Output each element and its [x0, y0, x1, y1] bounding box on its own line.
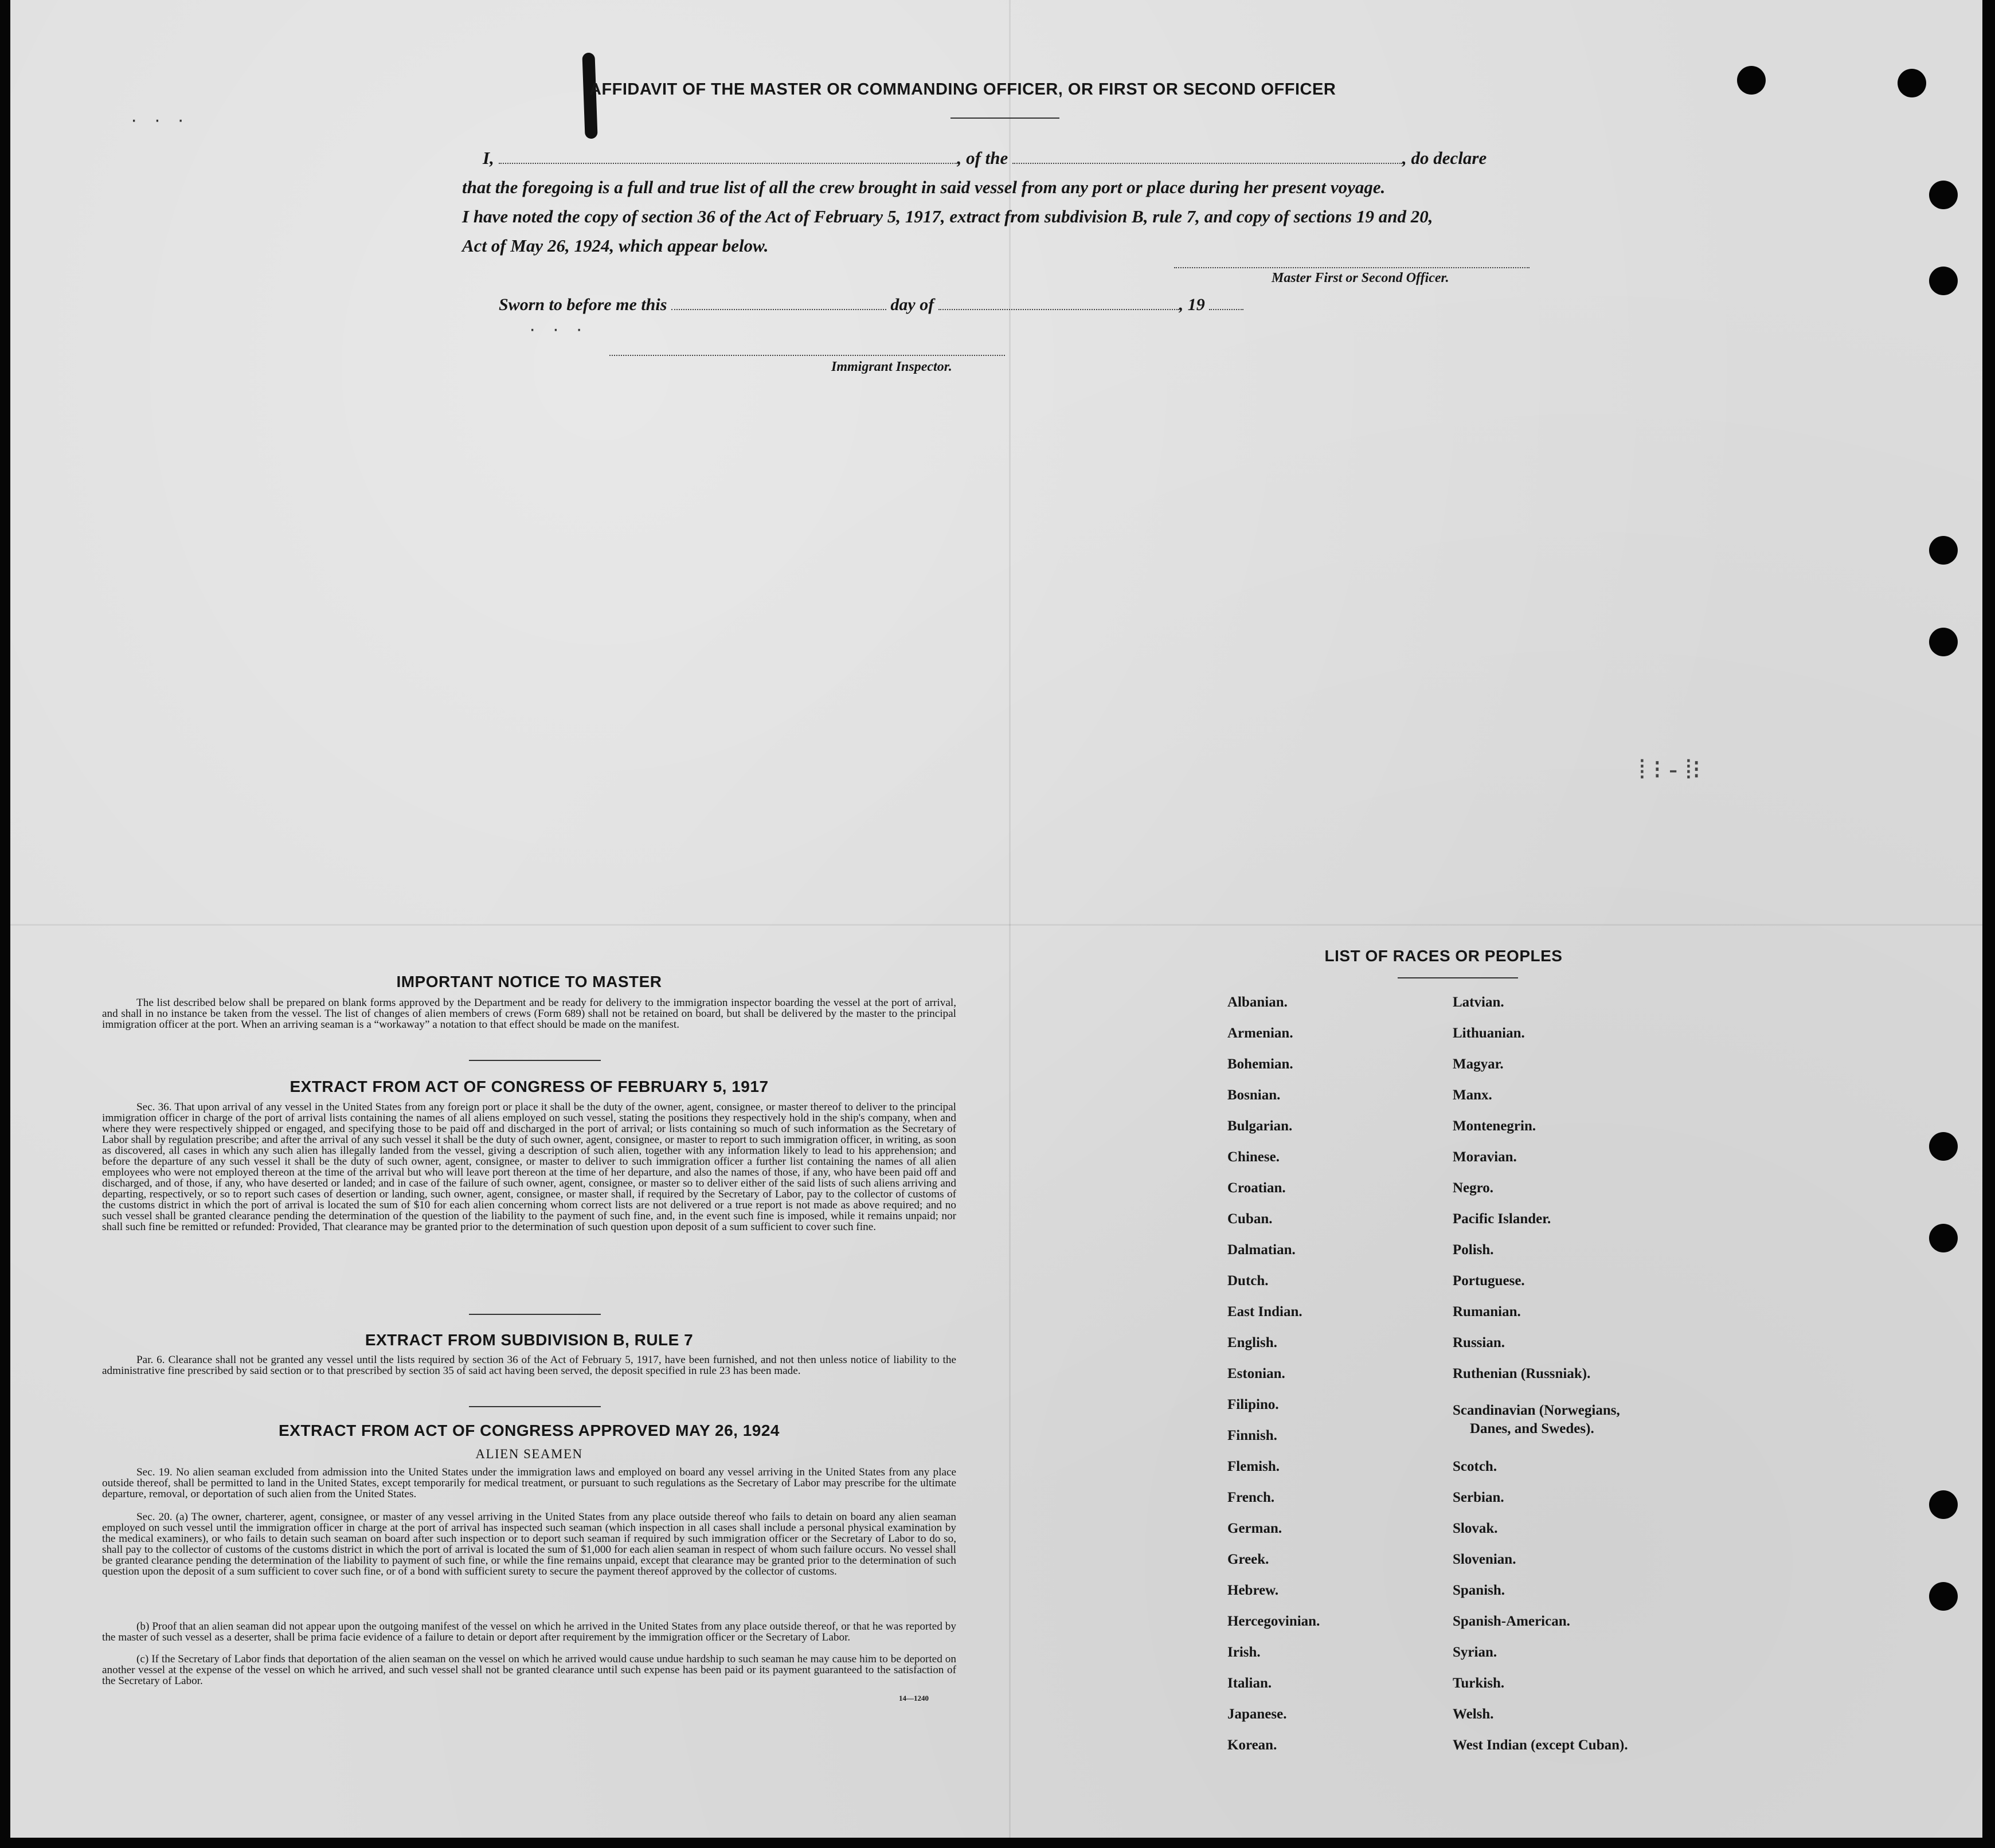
race-left-item: German. — [1227, 1521, 1282, 1536]
vertical-fold-line — [1009, 0, 1011, 1838]
races-title-rule — [1398, 977, 1518, 978]
extract-1924-sec20b: (b) Proof that an alien seaman did not appear upon the outgoing manifest of the vessel on which he arrived in the United States from any place outside thereof, or that he was reported by the master of such vessel as a deserter, shall be prima facie evidence of a failure to detain or deport after requirement by the immigration officer or the Secretary of Labor. — [102, 1620, 956, 1643]
sworn-day-of: day of — [890, 295, 934, 314]
declaration-text — [462, 143, 1551, 260]
race-left-item: Bosnian. — [1227, 1087, 1281, 1103]
race-left-item: Greek. — [1227, 1552, 1269, 1567]
race-left-item: Bulgarian. — [1227, 1118, 1293, 1134]
sworn-year-field[interactable] — [1209, 295, 1243, 310]
section-divider — [469, 1314, 601, 1315]
race-left-item: Japanese. — [1227, 1706, 1287, 1722]
vessel-field[interactable] — [1012, 149, 1402, 164]
race-left-item: Finnish. — [1227, 1428, 1277, 1443]
extract-rule7-title: EXTRACT FROM SUBDIVISION B, RULE 7 — [365, 1331, 694, 1349]
race-left-item: Irish. — [1227, 1645, 1261, 1660]
extract-1924-sec20c: (c) If the Secretary of Labor finds that deportation of the alien seaman on the vessel on which he arrived would cause undue hardship to such seaman he may cause him to be deported on another vessel at the expense of the vessel on which he arrived, and such vessel shall not be granted clearance until such expense has been paid or its payment guaranteed to the satisfaction of the Secretary of Labor. — [102, 1653, 956, 1687]
ink-specks: · · · — [529, 318, 588, 340]
race-left-item: Estonian. — [1227, 1366, 1285, 1381]
section-divider — [469, 1406, 601, 1407]
race-left-item: Armenian. — [1227, 1025, 1293, 1041]
race-left-item: Albanian. — [1227, 995, 1288, 1010]
punch-hole — [1929, 628, 1958, 656]
affidavit-title: AFFIDAVIT OF THE MASTER OR COMMANDING OFFICER, OR FIRST OR SECOND OFFICER — [589, 80, 1336, 99]
race-right-item: Serbian. — [1453, 1490, 1504, 1505]
race-right-item: Spanish. — [1453, 1583, 1505, 1598]
declaration-i: I, — [483, 148, 494, 168]
master-signature-label: Master First or Second Officer. — [1272, 271, 1449, 285]
race-left-item: English. — [1227, 1335, 1277, 1350]
race-right-item: Portuguese. — [1453, 1273, 1525, 1289]
race-left-item: Bohemian. — [1227, 1056, 1293, 1072]
declaration-line-2: that the foregoing is a full and true list of all the crew brought in said vessel from any port or place during her present voyage. — [462, 177, 1386, 197]
race-right-item: Polish. — [1453, 1242, 1494, 1258]
race-left-item: Cuban. — [1227, 1211, 1273, 1227]
title-rule — [950, 118, 1059, 119]
declaration-line-3: I have noted the copy of section 36 of the Act of February 5, 1917, extract from subdivision B, rule 7, and copy of sections 19 and 20, — [462, 206, 1433, 226]
race-right-item: Welsh. — [1453, 1706, 1494, 1722]
race-left-item: Dalmatian. — [1227, 1242, 1296, 1258]
race-right-item: Pacific Islander. — [1453, 1211, 1551, 1227]
punch-hole — [1929, 1224, 1958, 1252]
race-right-item: West Indian (except Cuban). — [1453, 1737, 1628, 1753]
notice-body: The list described below shall be prepared on blank forms approved by the Department and be ready for delivery to the immigration inspector boarding the vessel at the port of arrival, and shall in no instance be taken from the vessel. The list of changes of alien members of crews (Form 689) shall not be retained on board, but shall be delivered by the master to the principal immigration officer at the port. When an arriving seaman is a “workaway” a notation to that effect should be made on the manifest. — [102, 997, 956, 1031]
form-number: 14—1240 — [899, 1694, 929, 1702]
sworn-year-prefix: , 19 — [1179, 295, 1205, 314]
extract-1924-subtitle: ALIEN SEAMEN — [475, 1447, 583, 1461]
race-right-item: Moravian. — [1453, 1149, 1517, 1165]
ink-specks: · · · — [131, 109, 190, 131]
race-right-item: Slovenian. — [1453, 1552, 1516, 1567]
faint-mark: ⁞ ⁝ ‑ ⁞⁝ — [1638, 754, 1701, 784]
punch-hole — [1737, 66, 1766, 95]
race-left-item: Hercegovinian. — [1227, 1614, 1320, 1629]
race-right-item: Scandinavian (Norwegians, — [1453, 1403, 1620, 1418]
race-right-item: Latvian. — [1453, 995, 1504, 1010]
punch-hole — [1929, 181, 1958, 209]
extract-1924-title: EXTRACT FROM ACT OF CONGRESS APPROVED MAY 26, 1924 — [279, 1422, 780, 1439]
extract-1924-sec20a: Sec. 20. (a) The owner, charterer, agent, consignee, or master of any vessel arriving in the United States from any place outside thereof who fails to detain on board any alien seaman employed on such vessel until the immigration officer in charge at the port of arrival has inspected such seaman (which inspection in all cases shall include a personal physical examination by the medical examiners), or who fails to detain such seaman on board after such inspection or to deport such seaman if required by such immigration officer or the Secretary of Labor to do so, shall pay to the collector of customs of the customs district in which the port of arrival is located the sum of $1,000 for each alien seaman in respect of whom such failure occurs. No vessel shall be granted clearance pending the determination of the liability to payment of such fine, or while the fine remains unpaid, except that clearance may be granted prior to the determination of such question upon the deposit of a sum sufficient to cover such fine, or of a bond with sufficient surety to secure the payment thereof approved by the collector of customs. — [102, 1511, 956, 1577]
punch-hole — [1929, 1132, 1958, 1161]
punch-hole — [1929, 1490, 1958, 1519]
race-right-item: Magyar. — [1453, 1056, 1504, 1072]
race-left-item: Croatian. — [1227, 1180, 1286, 1196]
inspector-signature-line[interactable] — [609, 355, 1005, 356]
race-left-item: East Indian. — [1227, 1304, 1302, 1320]
race-right-item: Rumanian. — [1453, 1304, 1521, 1320]
punch-hole — [1929, 267, 1958, 295]
punch-hole — [1898, 69, 1926, 97]
race-left-item: Flemish. — [1227, 1459, 1280, 1474]
notice-title: IMPORTANT NOTICE TO MASTER — [396, 973, 662, 990]
race-right-item: Manx. — [1453, 1087, 1492, 1103]
race-right-item: Danes, and Swedes). — [1470, 1421, 1594, 1436]
race-right-item: Negro. — [1453, 1180, 1494, 1196]
master-signature-line[interactable] — [1174, 267, 1530, 268]
extract-rule7-body: Par. 6. Clearance shall not be granted any vessel until the lists required by section 36 of the Act of February 5, 1917, have been furnished, and not then unless notice of liability to the administrative fine prescribed by said section or to that prescribed by section 35 of said act having been served, the deposit specified in rule 23 has been made. — [102, 1354, 956, 1377]
sworn-month-field[interactable] — [938, 295, 1179, 310]
sworn-day-field[interactable] — [671, 295, 886, 310]
race-left-item: Dutch. — [1227, 1273, 1269, 1289]
inspector-signature-label: Immigrant Inspector. — [831, 359, 952, 374]
races-title: LIST OF RACES OR PEOPLES — [1324, 947, 1563, 965]
section-divider — [469, 1060, 601, 1061]
extract-1917-title: EXTRACT FROM ACT OF CONGRESS OF FEBRUARY 5, 1917 — [290, 1078, 769, 1095]
race-right-item: Slovak. — [1453, 1521, 1498, 1536]
declaration-of-the: , of the — [957, 148, 1008, 168]
race-right-item: Spanish-American. — [1453, 1614, 1570, 1629]
extract-1924-sec19: Sec. 19. No alien seaman excluded from admission into the United States under the immigration laws and employed on board any vessel arriving in the United States from any place outside thereof, shall be permitted to land in the United States, except temporarily for medical treatment, or pursuant to such regulations as the Secretary of Labor may prescribe for the ultimate departure, removal, or deportation of such alien from the United States. — [102, 1466, 956, 1500]
race-left-item: Italian. — [1227, 1675, 1272, 1691]
race-left-item: Hebrew. — [1227, 1583, 1279, 1598]
horizontal-fold-line — [10, 924, 1982, 926]
name-field[interactable] — [499, 149, 957, 164]
race-left-item: Filipino. — [1227, 1397, 1279, 1412]
race-left-item: Chinese. — [1227, 1149, 1280, 1165]
punch-hole — [1929, 1582, 1958, 1611]
race-right-item: Scotch. — [1453, 1459, 1497, 1474]
extract-1917-body: Sec. 36. That upon arrival of any vessel in the United States from any foreign port or place it shall be the duty of the owner, agent, consignee, or master thereof to deliver to the principal immigration officer in charge of the port of arrival lists containing the names of all aliens employed on such vessel, stating the positions they respectively hold in the ship's company, when and where they were respectively shipped or engaged, and specifying those to be paid off and discharged in the port of arrival; or lists containing so much of such information as the Secretary of Labor shall by regulation prescribe; and after the arrival of any such vessel it shall be the duty of such owner, agent, consignee, or master to report to such immigration officer, in writing, as soon as discovered, all cases in which any such alien has illegally landed from the vessel, giving a description of such alien, together with any information likely to lead to his apprehension; and before the departure of any such vessel it shall be the duty of such owner, agent, consignee, or master to deliver to such immigration officer a further list containing the names of all alien employees who were not employed thereon at the time of the arrival but who will leave port thereon at the time of her departure, and also the names of those, if any, who have been paid off and discharged, and of those, if any, who have deserted or landed; and in case of the failure of such owner, agent, consignee, or master so to deliver either of the said lists of such aliens arriving and departing, respectively, or so to report such cases of desertion or landing, such owner, agent, consignee, or master shall, if required by the Secretary of Labor, pay to the collector of customs of the customs district in which the port of arrival is located the sum of $10 for each alien concerning whom correct lists are not delivered or a true report is not made as above required; and no such vessel shall be granted clearance pending the determination of the question of the liability to the payment of such fine, and, in the event such fine is imposed, while it remains unpaid; nor shall such fine be remitted or refunded: Provided, That clearance may be granted prior to the determination of such question upon deposit of a sum sufficient to cover such fine. — [102, 1101, 956, 1233]
race-right-item: Ruthenian (Russniak). — [1453, 1366, 1591, 1381]
sworn-text: Sworn to before me this — [499, 295, 667, 314]
declaration-do-declare: , do declare — [1402, 148, 1487, 168]
race-right-item: Lithuanian. — [1453, 1025, 1525, 1041]
sworn-line — [499, 295, 1301, 315]
race-right-item: Turkish. — [1453, 1675, 1505, 1691]
race-right-item: Montenegrin. — [1453, 1118, 1536, 1134]
race-left-item: Korean. — [1227, 1737, 1277, 1753]
race-right-item: Russian. — [1453, 1335, 1505, 1350]
form-page — [10, 0, 1982, 1838]
punch-hole — [1929, 536, 1958, 565]
race-left-item: French. — [1227, 1490, 1275, 1505]
race-right-item: Syrian. — [1453, 1645, 1497, 1660]
declaration-line-4: Act of May 26, 1924, which appear below. — [462, 236, 769, 256]
